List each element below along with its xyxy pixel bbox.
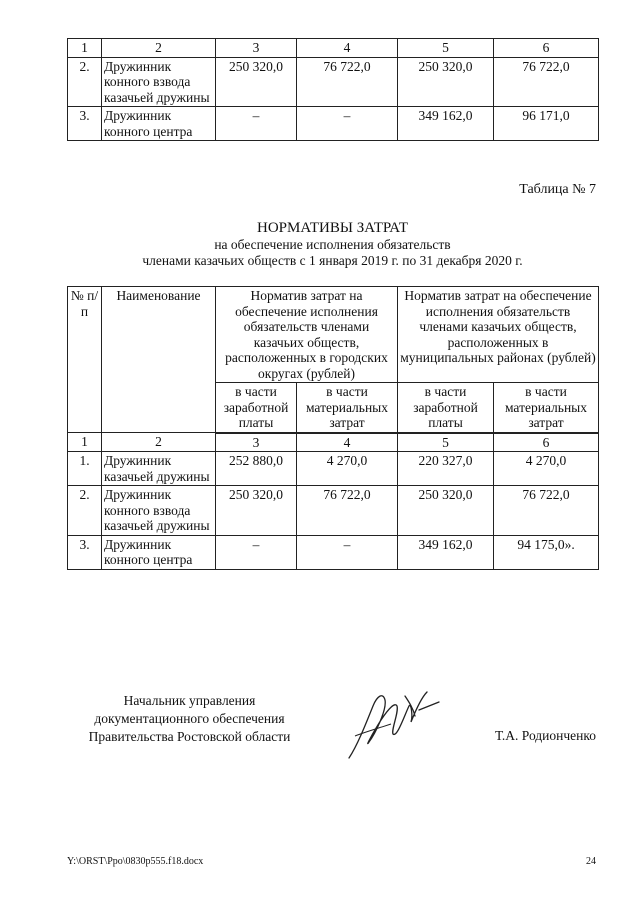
col-num-cell: 5 <box>398 39 494 58</box>
col-num-cell: 1 <box>68 39 102 58</box>
value-cell: 4 270,0 <box>297 452 398 486</box>
value-cell: 76 722,0 <box>297 57 398 107</box>
table-row <box>68 452 599 486</box>
col-num-cell: 6 <box>494 433 599 452</box>
col-num-cell: 1 <box>68 433 102 452</box>
header-group-district: Норматив затрат на обеспечение исполнения обязательств членами казачьих обществ, расположенных в муниципальных районах (рублей) <box>398 287 599 383</box>
subtitle-line: на обеспечение исполнения обязательств <box>214 237 451 252</box>
value-cell: – <box>216 107 297 141</box>
subtitle-line: членами казачьих обществ с 1 января 2019 г. по 31 декабря 2020 г. <box>142 253 523 268</box>
table-row <box>68 107 599 141</box>
value-cell: – <box>216 535 297 569</box>
value-cell: 250 320,0 <box>216 486 297 536</box>
col-num-cell: 4 <box>297 433 398 452</box>
value-cell: 76 722,0 <box>297 486 398 536</box>
header-name: Наименование <box>102 287 216 433</box>
header-row <box>68 287 599 383</box>
value-cell: 250 320,0 <box>216 57 297 107</box>
col-num-cell: 3 <box>216 39 297 58</box>
value-cell: – <box>297 107 398 141</box>
column-number-row <box>68 39 599 58</box>
value-cell: 220 327,0 <box>398 452 494 486</box>
header-num: № п/п <box>68 287 102 433</box>
value-cell: – <box>297 535 398 569</box>
value-cell: 94 175,0». <box>494 535 599 569</box>
row-name: Дружинник конного центра <box>102 535 216 569</box>
subheader-material: в части материальных затрат <box>297 383 398 433</box>
col-num-cell: 5 <box>398 433 494 452</box>
row-name: Дружинник конного взвода казачьей дружины <box>102 57 216 107</box>
table-7 <box>67 286 599 570</box>
row-name: Дружинник казачьей дружины <box>102 452 216 486</box>
col-num-cell: 3 <box>216 433 297 452</box>
value-cell: 76 722,0 <box>494 57 599 107</box>
subheader-salary: в части заработной платы <box>398 383 494 433</box>
row-number: 1. <box>68 452 102 486</box>
footer-file-path: Y:\ORST\Ppo\0830p555.f18.docx <box>67 856 204 867</box>
column-number-row <box>68 433 599 452</box>
value-cell: 250 320,0 <box>398 57 494 107</box>
subheader-salary: в части заработной платы <box>216 383 297 433</box>
document-title <box>67 220 598 269</box>
table-row <box>68 57 599 107</box>
row-number: 2. <box>68 57 102 107</box>
value-cell: 349 162,0 <box>398 535 494 569</box>
value-cell: 252 880,0 <box>216 452 297 486</box>
header-group-city: Норматив затрат на обеспечение исполнения обязательств членами казачьих обществ, расположенных в городских округах (рублей) <box>216 287 398 383</box>
row-number: 3. <box>68 535 102 569</box>
row-name: Дружинник конного взвода казачьей дружины <box>102 486 216 536</box>
title-line: НОРМАТИВЫ ЗАТРАТ <box>257 220 408 236</box>
row-number: 2. <box>68 486 102 536</box>
value-cell: 76 722,0 <box>494 486 599 536</box>
col-num-cell: 2 <box>102 433 216 452</box>
handwritten-signature-icon <box>335 676 445 766</box>
table-row <box>68 486 599 536</box>
continuation-table <box>67 38 599 141</box>
value-cell: 96 171,0 <box>494 107 599 141</box>
value-cell: 250 320,0 <box>398 486 494 536</box>
col-num-cell: 4 <box>297 39 398 58</box>
signer-position: Начальник управления документационного обеспечения Правительства Ростовской области <box>88 693 291 744</box>
col-num-cell: 6 <box>494 39 599 58</box>
signer-name: Т.А. Родионченко <box>495 728 596 743</box>
value-cell: 4 270,0 <box>494 452 599 486</box>
page-number: 24 <box>586 856 596 867</box>
value-cell: 349 162,0 <box>398 107 494 141</box>
row-number: 3. <box>68 107 102 141</box>
table-label: Таблица № 7 <box>519 182 596 197</box>
table-row <box>68 535 599 569</box>
col-num-cell: 2 <box>102 39 216 58</box>
row-name: Дружинник конного центра <box>102 107 216 141</box>
subheader-material: в части материальных затрат <box>494 383 599 433</box>
